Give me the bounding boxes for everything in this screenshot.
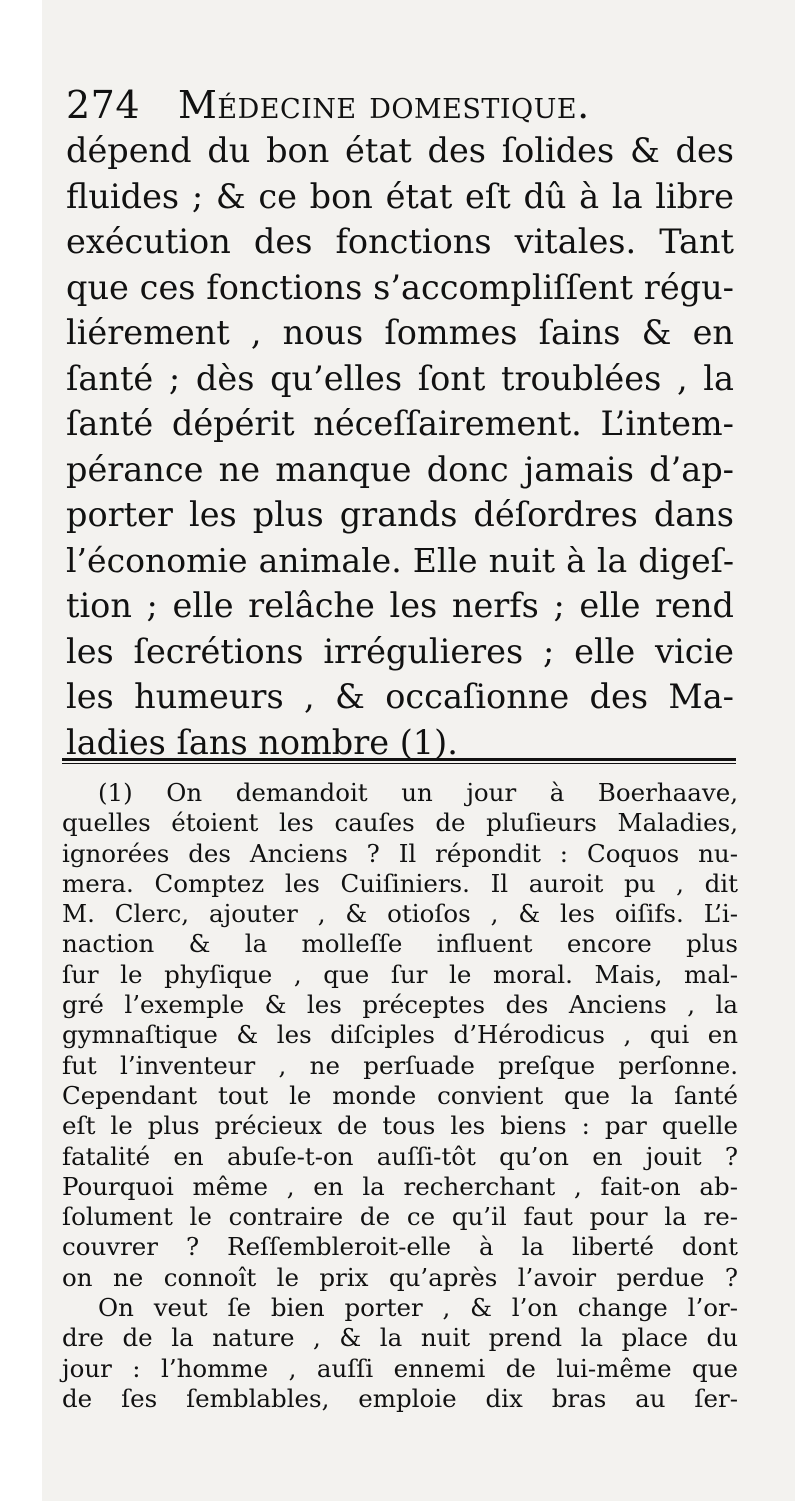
- text-line: pérance ne manque donc jamais d’ap-: [66, 449, 734, 489]
- running-title: Médecine domestique.: [178, 83, 590, 127]
- text-line: que ces fonctions s’accompliſſent régu-: [66, 267, 734, 307]
- page-number: 274: [66, 83, 141, 127]
- text-line: porter les plus grands déſordres dans: [66, 495, 734, 534]
- footnote-line: fatalité en abuſe-t-on auſſi-tôt qu’on en jouit ?: [62, 1141, 738, 1171]
- footnote-line: ignorées des Anciens ? Il répondit : Coquos nu-: [62, 838, 738, 868]
- footnote-line: On veut ſe bien porter , & l’on change l’or-: [98, 1293, 738, 1323]
- text-line: les humeurs , & occaſionne des Ma-: [66, 677, 734, 716]
- footnote-line: gymnaſtique & les diſciples d’Hérodicus , qui en: [62, 1020, 738, 1050]
- text-line: ſanté ; dès qu’elles ſont troublées , la: [66, 358, 734, 398]
- footnote-line: Pourquoi même , en la recherchant , fait-on ab-: [62, 1171, 738, 1201]
- page-left-edge: [20, 0, 42, 1501]
- text-line: ſanté dépérit néceſſairement. L’intem-: [66, 404, 734, 443]
- footnote-line: mera. Comptez les Cuiſiniers. Il auroit pu , dit: [62, 868, 738, 898]
- footnote-line: fut l’inventeur , ne perſuade preſque perſonne.: [62, 1050, 738, 1080]
- footnote-line: on ne connoît le prix qu’après l’avoir perdue ?: [62, 1262, 738, 1292]
- footnote-line: ſolument le contraire de ce qu’il faut pour la re-: [62, 1202, 738, 1232]
- footnote-line: quelles étoient les cauſes de pluſieurs Maladies,: [62, 808, 738, 838]
- page-header: [66, 80, 766, 130]
- footnote-line: Cependant tout le monde convient que la ſanté: [62, 1080, 738, 1110]
- text-line: tion ; elle relâche les nerfs ; elle rend: [66, 586, 734, 625]
- text-line: liérement , nous ſommes ſains & en: [66, 313, 734, 352]
- footnote-line: de ſes ſemblables, emploie dix bras au ſer-: [62, 1383, 738, 1413]
- footnote-line: naction & la molleſſe influent encore plus: [62, 929, 738, 959]
- main-text: [66, 128, 734, 765]
- footnote: [62, 778, 738, 1414]
- footnote-line: ſur le phyſique , que ſur le moral. Mais, mal-: [62, 959, 738, 989]
- text-line: l’économie animale. Elle nuit à la digeſ-: [66, 540, 734, 580]
- footnote-line: gré l’exemple & les préceptes des Anciens , la: [62, 990, 738, 1020]
- text-line: dépend du bon état des ſolides & des: [66, 131, 734, 170]
- text-line: ladies ſans nombre (1).: [66, 722, 458, 762]
- footnote-line: eſt le plus précieux de tous les biens : par quelle: [62, 1111, 738, 1141]
- text-line: exécution des fonctions vitales. Tant: [66, 222, 734, 261]
- footnote-line: (1) On demandoit un jour à Boerhaave,: [98, 778, 738, 807]
- footnote-line: jour : l’homme , auſſi ennemi de lui-même que: [62, 1353, 738, 1383]
- footnote-line: dre de la nature , & la nuit prend la place du: [62, 1323, 738, 1353]
- footnote-line: M. Clerc, ajouter , & otioſos , & les oiſifs. L’i-: [62, 899, 738, 929]
- footnote-separator-rule: [62, 758, 736, 764]
- footnote-line: couvrer ? Reſſembleroit-elle à la liberté dont: [62, 1232, 738, 1262]
- text-line: fluides ; & ce bon état eſt dû à la libre: [66, 176, 734, 216]
- text-line: les ſecrétions irrégulieres ; elle vicie: [66, 631, 734, 671]
